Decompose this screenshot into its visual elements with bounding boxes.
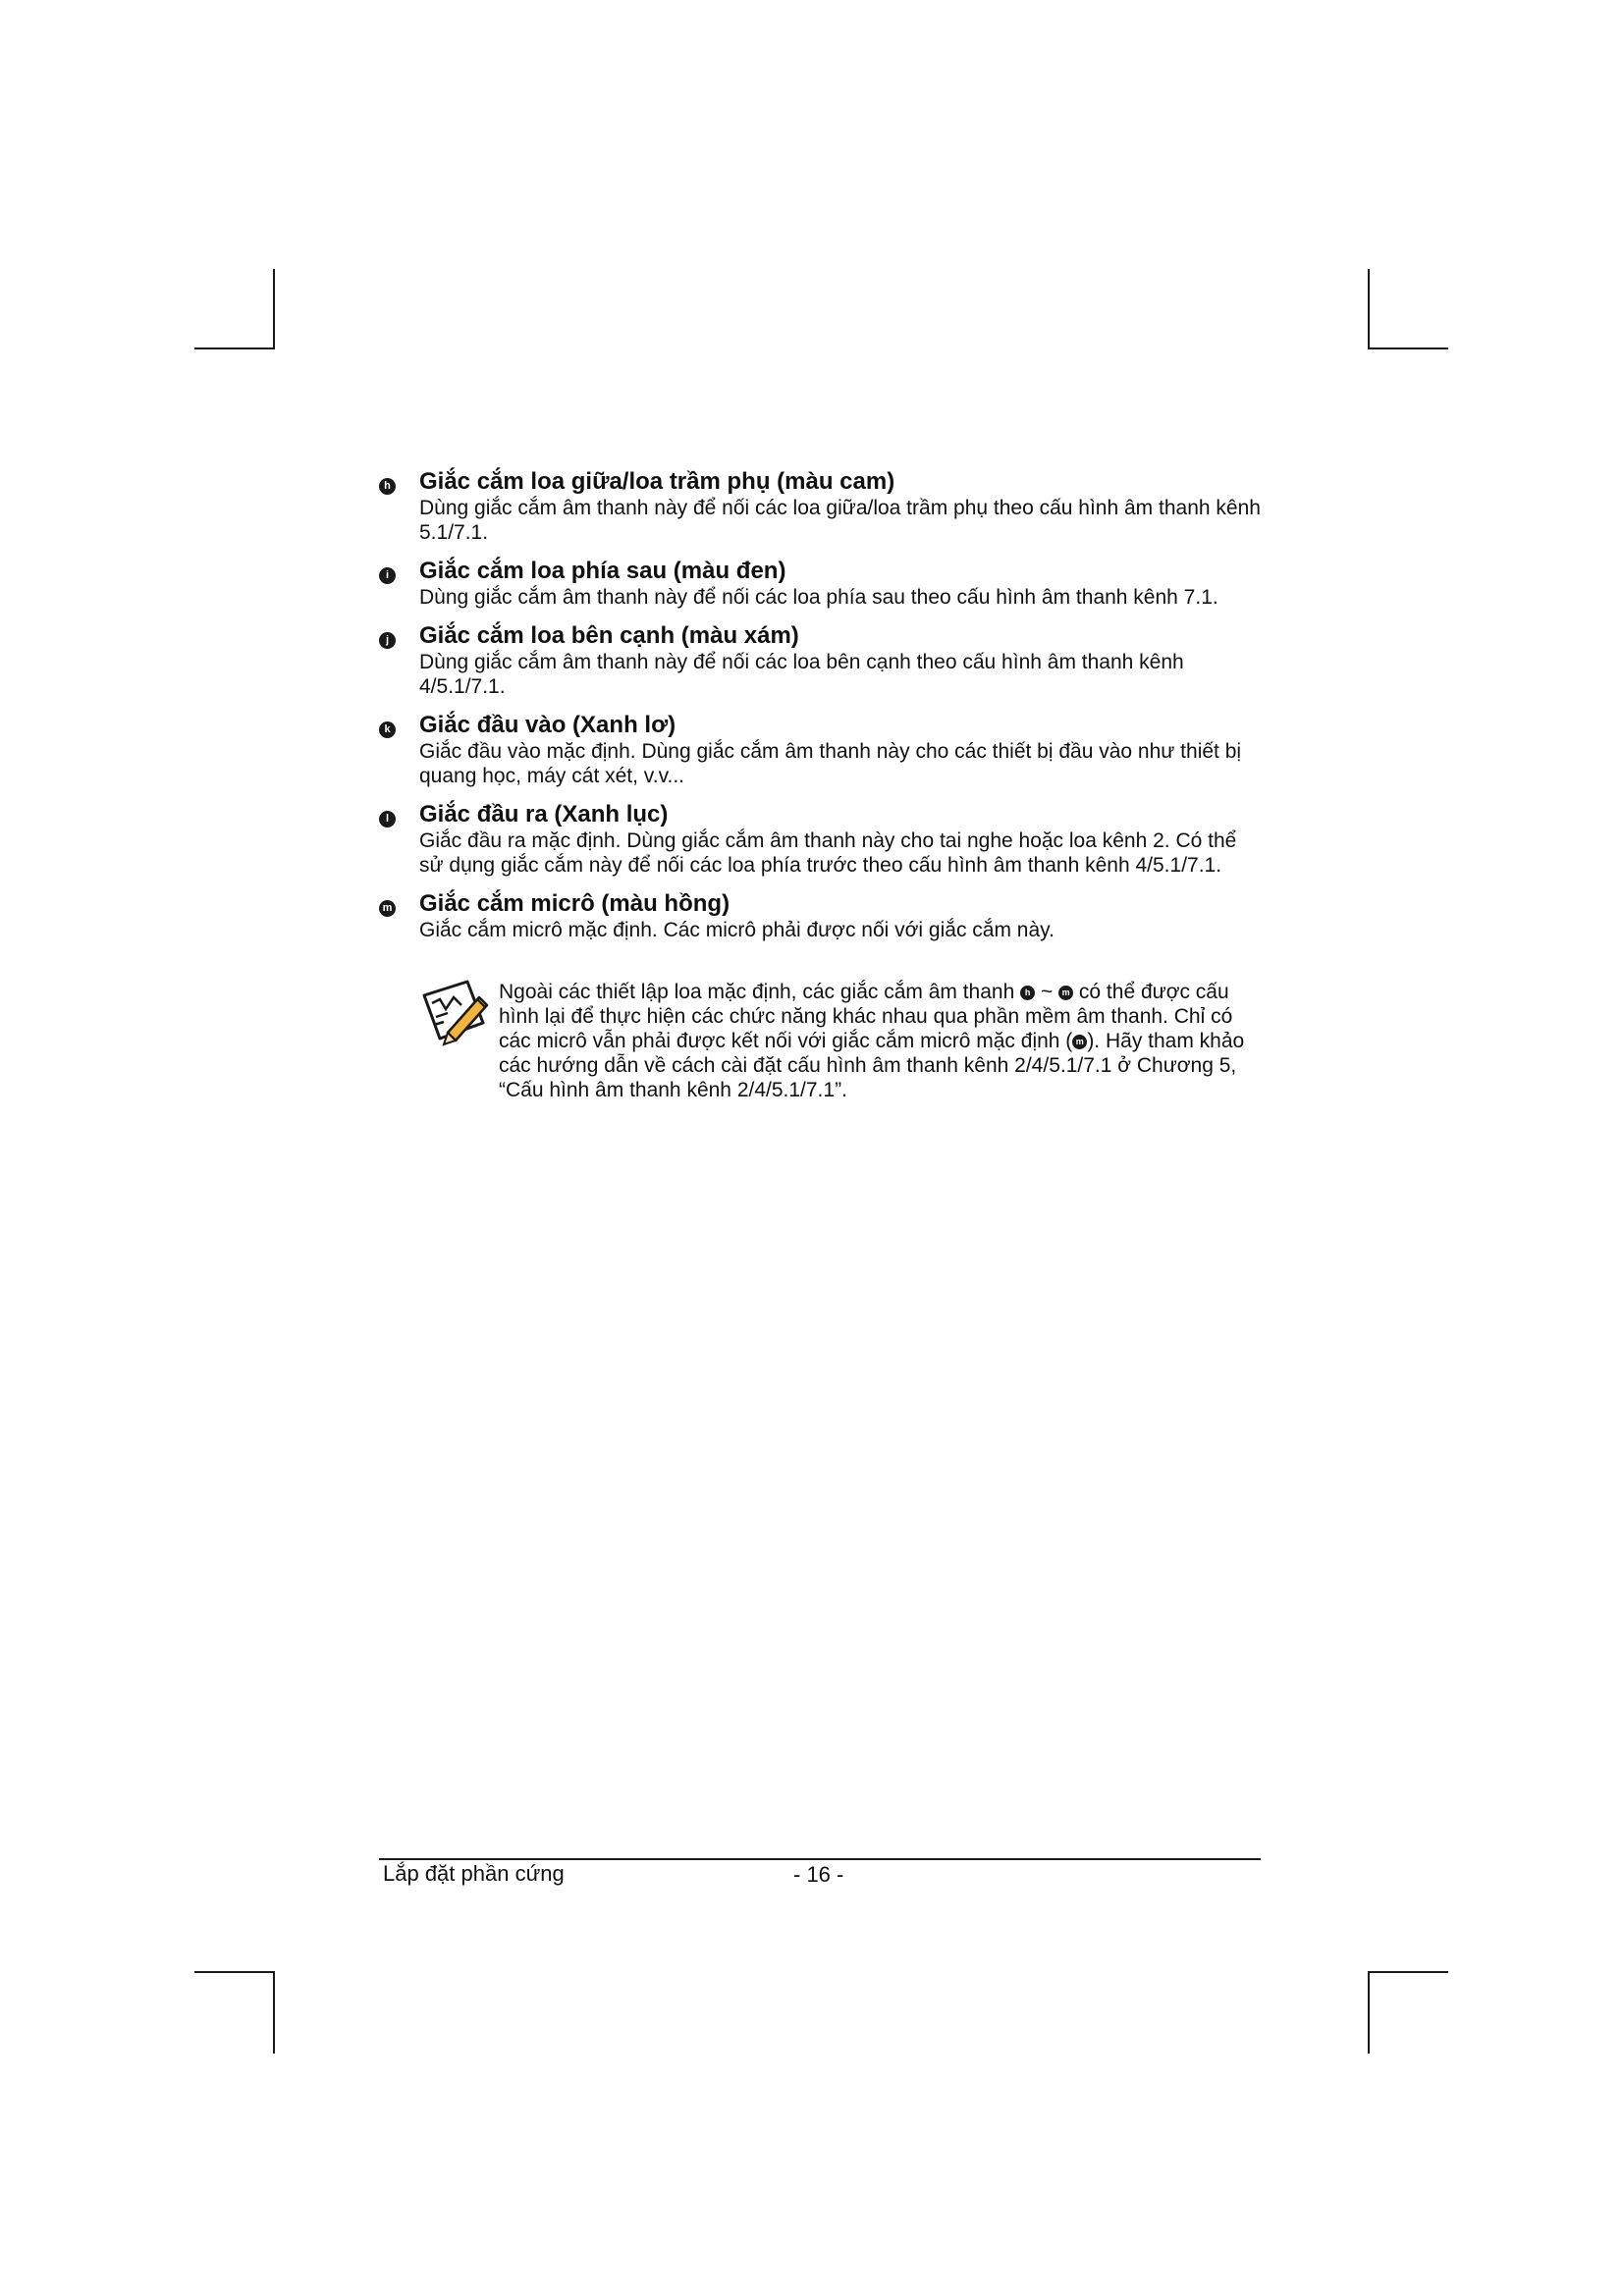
item-desc: Giắc đầu ra mặc định. Dùng giắc cắm âm thanh này cho tai nghe hoặc loa kênh 2. Có thể sử dụng giắc cắm này để nối các loa phía trước theo cấu hình âm thanh kênh 4/5.1/7.1. [419, 829, 1237, 877]
list-item [379, 621, 1263, 699]
item-desc: Dùng giắc cắm âm thanh này để nối các loa phía sau theo cấu hình âm thanh kênh 7.1. [419, 586, 1218, 609]
crop-mark [194, 1971, 275, 1973]
crop-mark [273, 1971, 275, 2054]
crop-mark [1368, 1971, 1448, 1973]
note-tilde: ~ [1040, 981, 1054, 1003]
note-text [499, 976, 1263, 1102]
item-title: Giắc cắm micrô (màu hồng) [419, 890, 730, 917]
bullet-m: m [379, 900, 396, 917]
item-title: Giắc đầu vào (Xanh lơ) [419, 712, 676, 738]
bullet-m-inline: m [1072, 1035, 1087, 1049]
jack-list [379, 467, 1263, 1102]
note-text-part: Ngoài các thiết lập loa mặc định, các giắc cắm âm thanh [499, 981, 1015, 1003]
crop-mark [194, 347, 275, 349]
list-item [379, 889, 1263, 942]
note-text-part: có thể được cấu hình lại để thực hiện các chức năng khác nhau qua phần mềm âm thanh. Chỉ có các micrô vẫn phải được kết nối với giắc cắm micrô mặc định ( [499, 981, 1233, 1052]
list-item [379, 711, 1263, 788]
list-item [379, 800, 1263, 878]
crop-mark [1368, 1971, 1370, 2054]
bullet-h-inline: h [1020, 986, 1035, 1000]
crop-mark [1368, 269, 1370, 349]
page-number: - 16 - [793, 1862, 844, 1887]
item-title: Giắc cắm loa phía sau (màu đen) [419, 558, 786, 584]
bullet-m-inline: m [1058, 986, 1073, 1000]
crop-mark [1368, 347, 1448, 349]
footer-divider [379, 1858, 1261, 1860]
item-title: Giắc cắm loa bên cạnh (màu xám) [419, 622, 799, 649]
item-desc: Giắc cắm micrô mặc định. Các micrô phải được nối với giắc cắm này. [419, 919, 1055, 941]
note-box [379, 976, 1263, 1102]
list-item [379, 467, 1263, 545]
bullet-h: h [379, 478, 396, 495]
item-desc: Giắc đầu vào mặc định. Dùng giắc cắm âm thanh này cho các thiết bị đầu vào như thiết bị quang học, máy cát xét, v.v... [419, 740, 1242, 787]
footer-section: Lắp đặt phần cứng [383, 1861, 565, 1886]
item-desc: Dùng giắc cắm âm thanh này để nối các loa giữa/loa trầm phụ theo cấu hình âm thanh kênh 5.1/7.1. [419, 497, 1261, 544]
bullet-i: i [379, 567, 396, 584]
bullet-l: l [379, 811, 396, 828]
note-text-part: ). Hãy tham khảo các hướng dẫn về cách cài đặt cấu hình âm thanh kênh 2/4/5.1/7.1 ở Chương 5, “Cấu hình âm thanh kênh 2/4/5.1/7.1”. [499, 1030, 1245, 1101]
crop-mark [273, 269, 275, 349]
item-title: Giắc cắm loa giữa/loa trầm phụ (màu cam) [419, 468, 895, 495]
item-title: Giắc đầu ra (Xanh lục) [419, 801, 669, 828]
bullet-k: k [379, 721, 396, 738]
list-item [379, 557, 1263, 610]
bullet-j: j [379, 632, 396, 649]
item-desc: Dùng giắc cắm âm thanh này để nối các loa bên cạnh theo cấu hình âm thanh kênh 4/5.1/7.1. [419, 651, 1184, 698]
note-pencil-icon [418, 976, 491, 1048]
